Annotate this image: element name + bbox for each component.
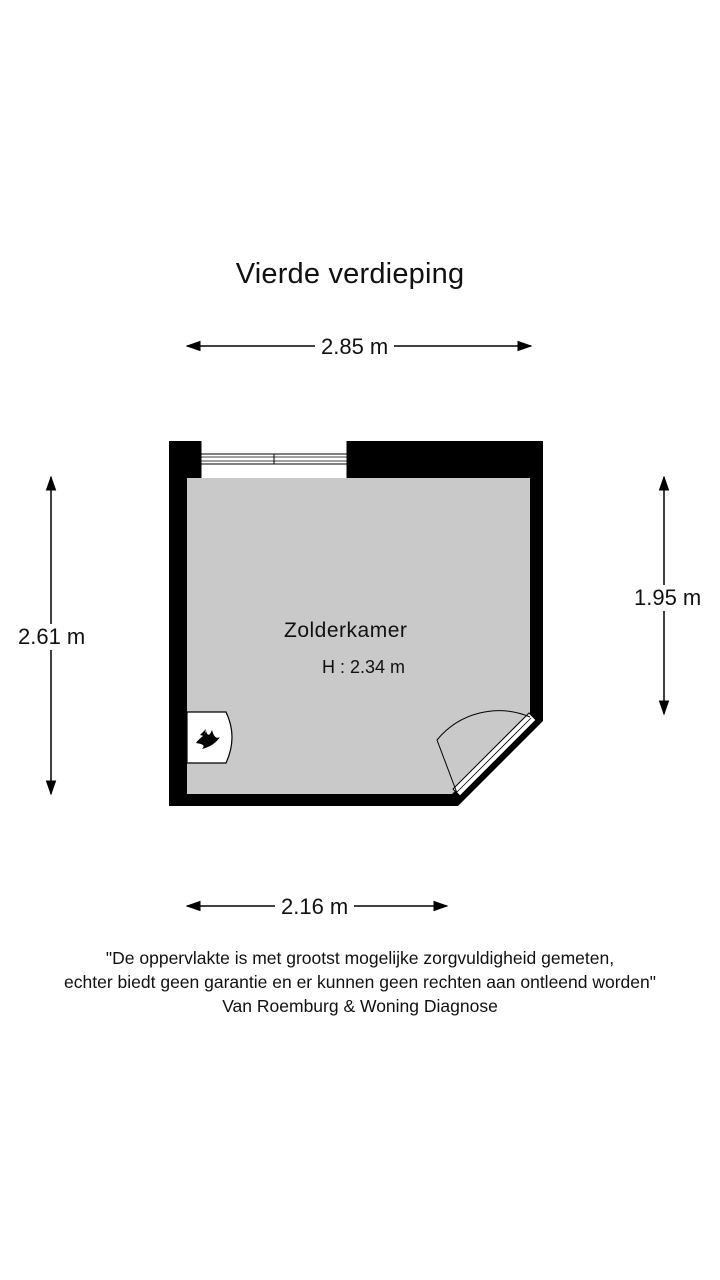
dimension-label-left: 2.61 m <box>12 624 91 650</box>
window <box>201 441 347 478</box>
dimension-label-top: 2.85 m <box>315 334 394 360</box>
dimension-label-right: 1.95 m <box>628 585 707 611</box>
disclaimer <box>0 946 720 1018</box>
disclaimer-company: Van Roemburg & Woning Diagnose <box>222 996 498 1016</box>
heater <box>187 712 232 763</box>
disclaimer-line-1: "De oppervlakte is met grootst mogelijke zorgvuldigheid gemeten, <box>105 948 615 968</box>
dimension-label-bottom: 2.16 m <box>275 894 354 920</box>
floor-title: Vierde verdieping <box>235 258 465 290</box>
room-height: H : 2.34 m <box>322 657 406 677</box>
room-name: Zolderkamer <box>284 619 408 642</box>
disclaimer-line-2: echter biedt geen garantie en er kunnen geen rechten aan ontleend worden" <box>64 972 656 992</box>
